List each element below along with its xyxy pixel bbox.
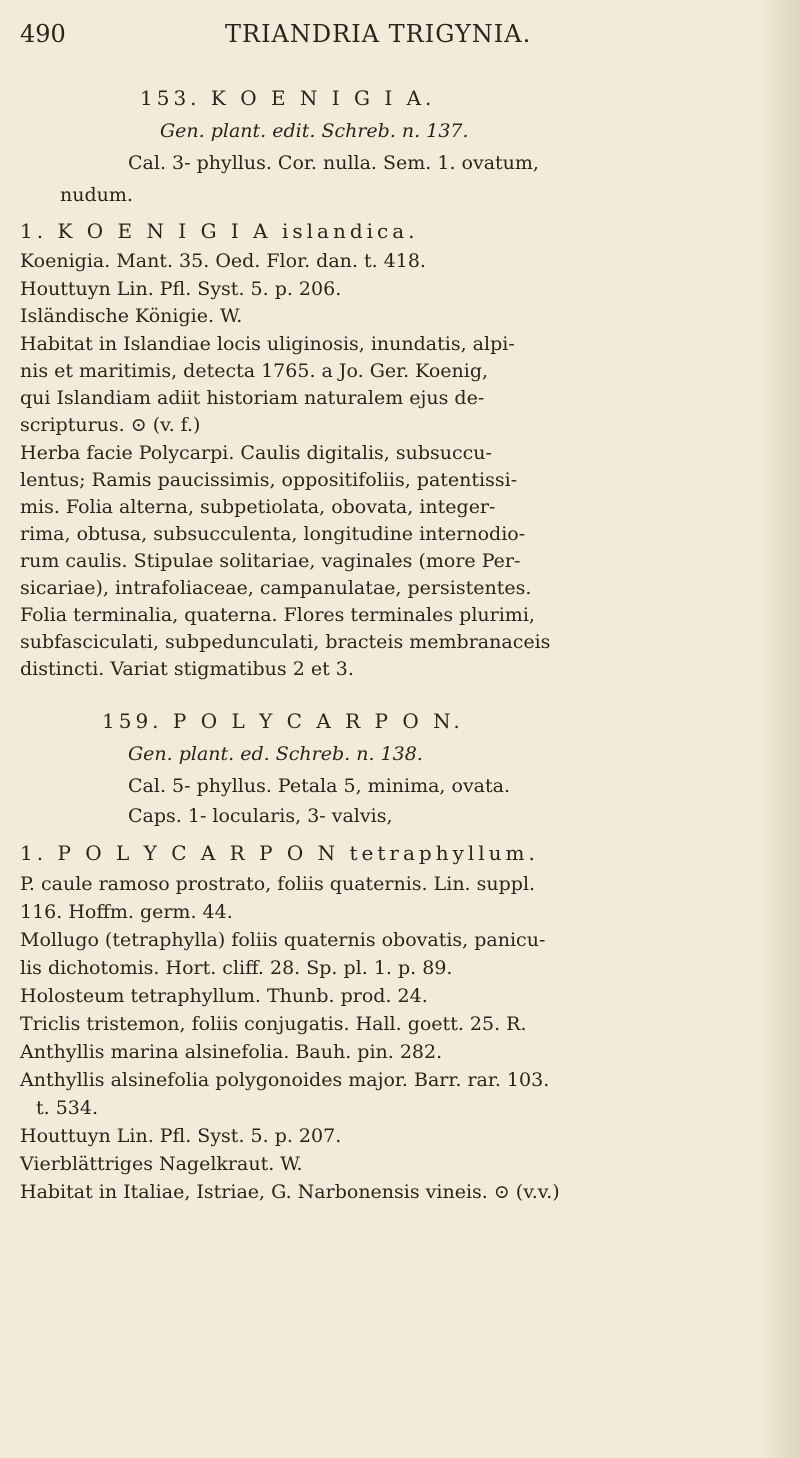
text-line: t. 534. — [36, 1097, 99, 1119]
text-line: Isländische Königie. W. — [20, 305, 243, 327]
text-line: Houttuyn Lin. Pfl. Syst. 5. p. 207. — [20, 1125, 342, 1147]
text-line: rima, obtusa, subsucculenta, longitudine internodio- — [20, 523, 526, 545]
page-number: 490 — [20, 20, 66, 48]
text-line: Anthyllis alsinefolia polygonoides major. Barr. rar. 103. — [20, 1069, 550, 1091]
page-edge-shadow — [760, 0, 800, 1458]
text-line: P. caule ramoso prostrato, foliis quaternis. Lin. suppl. — [20, 873, 536, 895]
text-line: Triclis tristemon, foliis conjugatis. Hall. goett. 25. R. — [20, 1013, 527, 1035]
text-line: Gen. plant. ed. Schreb. n. 138. — [128, 743, 423, 765]
text-line: Herba facie Polycarpi. Caulis digitalis, subsuccu- — [20, 442, 492, 464]
text-line: Vierblättriges Nagelkraut. W. — [20, 1153, 303, 1175]
text-line: lis dichotomis. Hort. cliff. 28. Sp. pl. 1. p. 89. — [20, 957, 453, 979]
text-line: lentus; Ramis paucissimis, oppositifoliis, patentissi- — [20, 469, 518, 491]
text-line: qui Islandiam adiit historiam naturalem ejus de- — [20, 387, 485, 409]
text-line: Koenigia. Mant. 35. Oed. Flor. dan. t. 418. — [20, 250, 426, 272]
text-line: Cal. 3- phyllus. Cor. nulla. Sem. 1. ovatum, — [128, 152, 539, 174]
text-line: Habitat in Islandiae locis uliginosis, inundatis, alpi- — [20, 333, 515, 355]
text-line: sicariae), intrafoliaceae, campanulatae, persistentes. — [20, 577, 532, 599]
text-line: Habitat in Italiae, Istriae, G. Narbonensis vineis. ⊙ (v.v.) — [20, 1181, 560, 1203]
text-line: 116. Hoffm. germ. 44. — [20, 901, 233, 923]
text-line: Folia terminalia, quaterna. Flores terminales plurimi, — [20, 604, 535, 626]
text-line: 159. P O L Y C A R P O N. — [102, 709, 464, 733]
text-line: rum caulis. Stipulae solitariae, vaginales (more Per- — [20, 550, 521, 572]
text-line: distincti. Variat stigmatibus 2 et 3. — [20, 658, 354, 680]
text-line: mis. Folia alterna, subpetiolata, obovata, integer- — [20, 496, 496, 518]
text-line: subfasciculati, subpedunculati, bracteis membranaceis — [20, 631, 551, 653]
text-line: 1. K O E N I G I A islandica. — [20, 219, 419, 243]
text-line: 1. P O L Y C A R P O N tetraphyllum. — [20, 841, 539, 865]
text-line: Mollugo (tetraphylla) foliis quaternis obovatis, panicu- — [20, 929, 546, 951]
text-line: nis et maritimis, detecta 1765. a Jo. Ger. Koenig, — [20, 360, 489, 382]
text-line: Cal. 5- phyllus. Petala 5, minima, ovata. — [128, 775, 511, 797]
text-line: Caps. 1- locularis, 3- valvis, — [128, 805, 393, 827]
running-title: TRIANDRIA TRIGYNIA. — [225, 20, 532, 48]
text-line: 153. K O E N I G I A. — [140, 86, 436, 110]
text-line: Holosteum tetraphyllum. Thunb. prod. 24. — [20, 985, 428, 1007]
text-line: Houttuyn Lin. Pfl. Syst. 5. p. 206. — [20, 278, 342, 300]
text-line: Gen. plant. edit. Schreb. n. 137. — [160, 120, 469, 142]
text-line: nudum. — [60, 184, 133, 206]
text-line: scripturus. ⊙ (v. f.) — [20, 414, 201, 436]
text-line: Anthyllis marina alsinefolia. Bauh. pin. 282. — [20, 1041, 443, 1063]
